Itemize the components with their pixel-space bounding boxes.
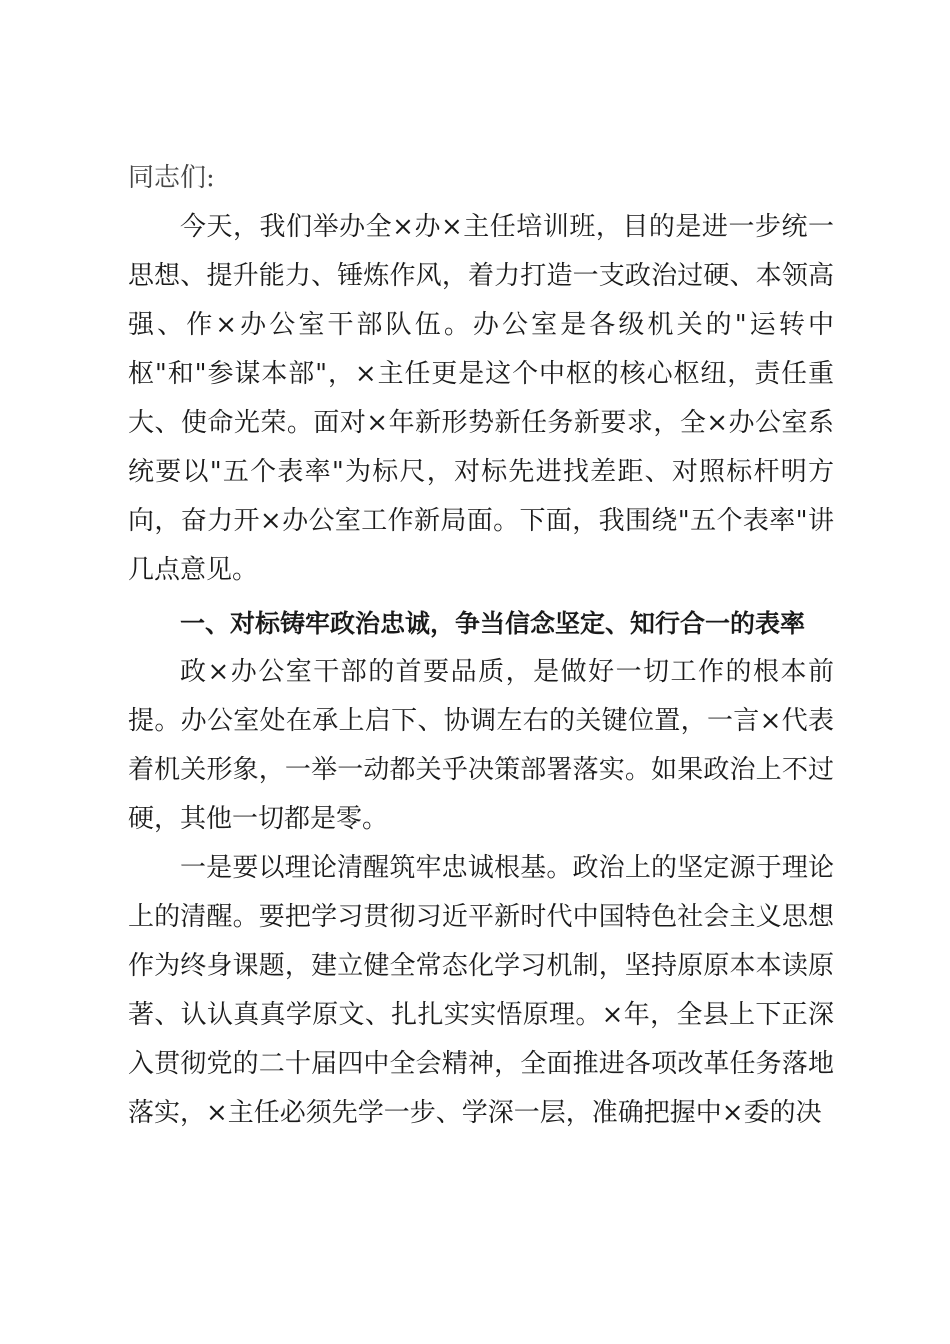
- section-heading-1: 一、对标铸牢政治忠诚，争当信念坚定、知行合一的表率: [180, 609, 806, 638]
- salutation: 同志们:: [128, 163, 215, 193]
- intro-paragraph: 今天，我们举办全×办×主任培训班，目的是进一步统一思想、提升能力、锤炼作风，着力打造一支政治过硬、本领高强、作×办公室干部队伍。办公室是各级机关的"运转中枢"和"参谋本部"，×主任更是这个中枢的核心枢纽，责任重大、使命光荣。面对×年新形势新任务新要求，全×办公室系统要以"五个表率"为标尺，对标先进找差距、对照标杆明方向，奋力开×办公室工作新局面。下面，我围绕"五个表率"讲几点意见。: [128, 212, 834, 585]
- section1-paragraph-1: 政×办公室干部的首要品质，是做好一切工作的根本前提。办公室处在承上启下、协调左右的关键位置，一言×代表着机关形象，一举一动都关乎决策部署落实。如果政治上不过硬，其他一切都是零。: [128, 657, 834, 834]
- section1-paragraph-2: 一是要以理论清醒筑牢忠诚根基。政治上的坚定源于理论上的清醒。要把学习贯彻习近平新时代中国特色社会主义思想作为终身课题，建立健全常态化学习机制，坚持原原本本读原著、认认真真学原文、扎扎实实悟原理。×年，全县上下正深入贯彻党的二十届四中全会精神，全面推进各项改革任务落地落实，×主任必须先学一步、学深一层，准确把握中×委的决: [128, 853, 834, 1128]
- document-body: [128, 154, 834, 1138]
